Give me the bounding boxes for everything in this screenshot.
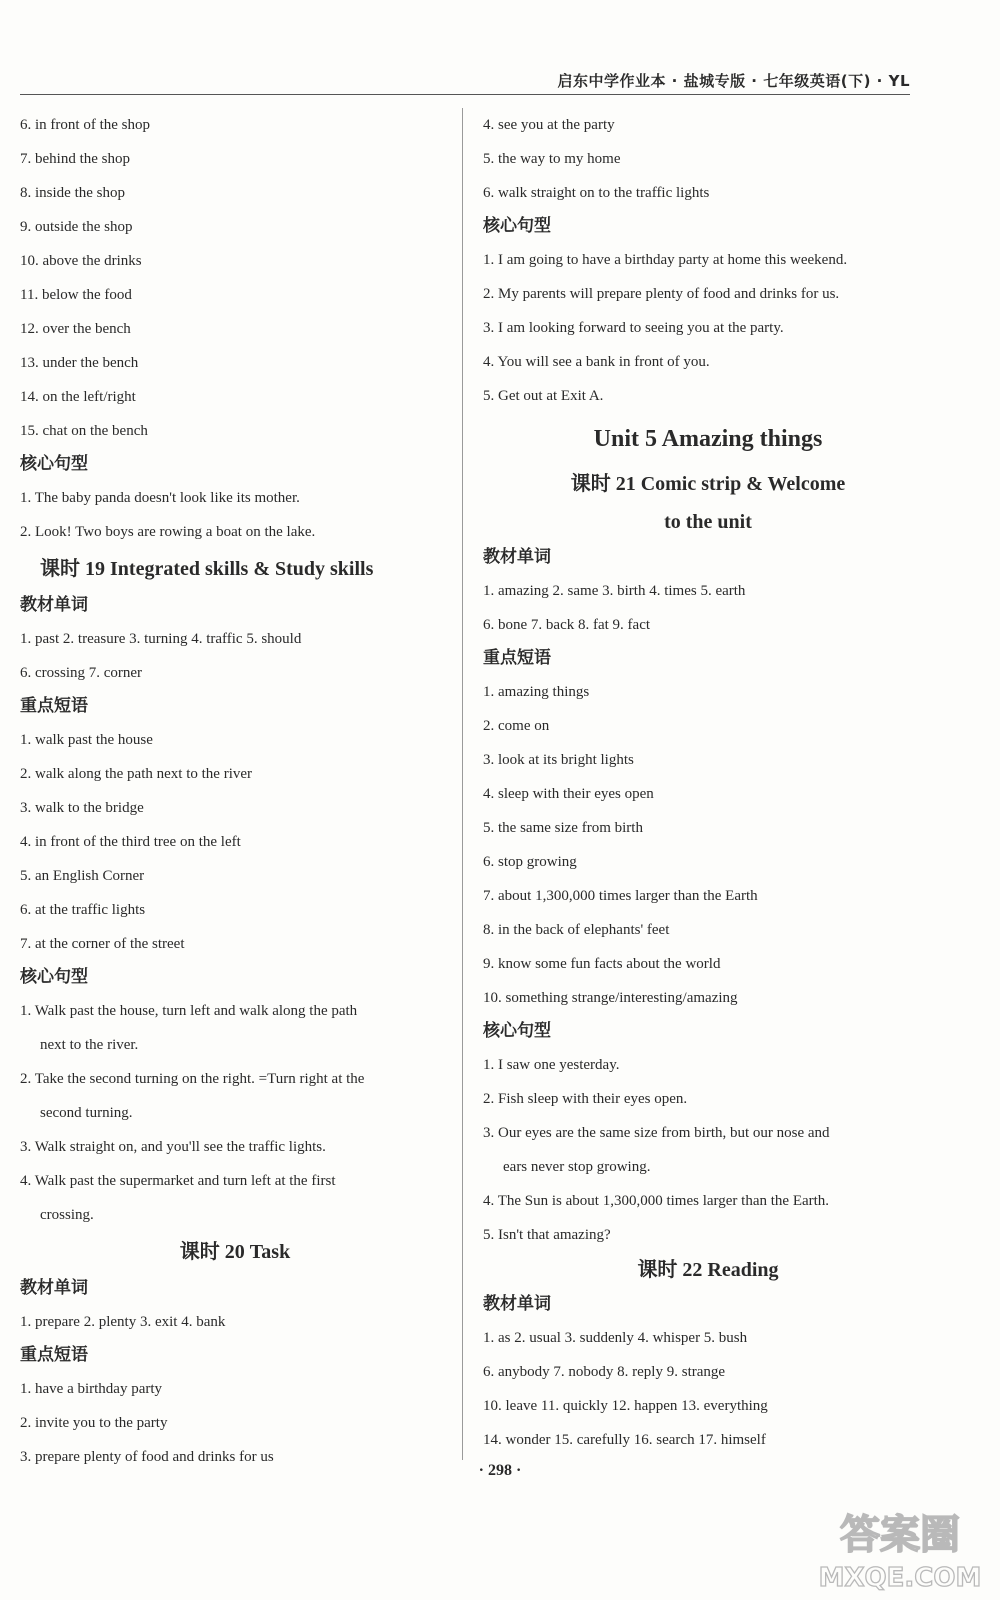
running-header: 启东中学作业本 · 盐城专版 · 七年级英语(下) · YL (557, 72, 910, 90)
list-item: 7. behind the shop (20, 151, 130, 167)
list-item: 7. about 1,300,000 times larger than the Earth (483, 888, 758, 904)
sentence-line: 1. I saw one yesterday. (483, 1057, 620, 1073)
lesson-20-title: 课时 20 Task (179, 1241, 291, 1263)
watermark-logo (810, 1500, 990, 1595)
list-item: 1. The baby panda doesn't look like its mother. (20, 490, 300, 506)
list-item: 12. over the bench (20, 321, 131, 337)
list-item: 2. come on (483, 718, 550, 734)
list-item: 6. at the traffic lights (20, 902, 146, 918)
section-heading-words: 教材单词 (483, 1294, 551, 1314)
list-item: 1. have a birthday party (20, 1381, 163, 1397)
left-top-list (20, 108, 450, 448)
list-item: 5. the same size from birth (483, 820, 643, 836)
list-item: 3. prepare plenty of food and drinks for us (20, 1449, 274, 1465)
list-item: 4. in front of the third tree on the left (20, 834, 241, 850)
sentence-line: 1. I am going to have a birthday party at home this weekend. (483, 252, 848, 268)
sentence-line: 2. Fish sleep with their eyes open. (483, 1091, 688, 1107)
word-list-line: 1. past 2. treasure 3. turning 4. traffic 5. should (20, 631, 302, 647)
sentence-continuation: next to the river. (40, 1037, 139, 1053)
section-heading-phrases: 重点短语 (20, 696, 88, 716)
list-item: 15. chat on the bench (20, 423, 148, 439)
word-list-line: 6. anybody 7. nobody 8. reply 9. strange (483, 1364, 726, 1380)
list-item: 4. sleep with their eyes open (483, 786, 654, 802)
word-list-line: 14. wonder 15. carefully 16. search 17. himself (483, 1432, 766, 1448)
sentence-line: 1. Walk past the house, turn left and walk along the path (20, 1003, 358, 1019)
list-item: 1. amazing things (483, 684, 590, 700)
column-divider (462, 108, 463, 1460)
left-column (20, 108, 450, 1474)
list-item: 11. below the food (20, 287, 132, 303)
word-list-line: 10. leave 11. quickly 12. happen 13. everything (483, 1398, 768, 1414)
section-heading-core: 核心句型 (20, 967, 88, 987)
list-item: 6. stop growing (483, 854, 577, 870)
section-heading-phrases: 重点短语 (483, 648, 551, 668)
section-heading-core: 核心句型 (20, 454, 88, 474)
list-item: 8. in the back of elephants' feet (483, 922, 670, 938)
sentence-continuation: crossing. (40, 1207, 94, 1223)
list-item: 2. invite you to the party (20, 1415, 168, 1431)
list-item: 14. on the left/right (20, 389, 136, 405)
section-heading-words: 教材单词 (20, 595, 88, 615)
right-column (483, 108, 933, 1457)
watermark-text-cn: 答案圈 (840, 1512, 960, 1558)
sentence-line: 3. Walk straight on, and you'll see the traffic lights. (20, 1139, 326, 1155)
sentence-line: 5. Get out at Exit A. (483, 388, 604, 404)
sentence-line: 2. Take the second turning on the right. =Turn right at the (20, 1071, 365, 1087)
sentence-line: 2. My parents will prepare plenty of food and drinks for us. (483, 286, 840, 302)
section-heading-words: 教材单词 (20, 1278, 88, 1298)
sentence-line: 4. The Sun is about 1,300,000 times larger than the Earth. (483, 1193, 830, 1209)
list-item: 1. walk past the house (20, 732, 153, 748)
lesson-19-title: 课时 19 Integrated skills & Study skills (40, 558, 374, 580)
header-rule (20, 94, 910, 95)
list-item: 5. an English Corner (20, 868, 145, 884)
sentence-continuation: second turning. (40, 1105, 133, 1121)
section-heading-phrases: 重点短语 (20, 1345, 88, 1365)
lesson-22-title: 课时 22 Reading (637, 1259, 779, 1281)
sentence-line: 3. Our eyes are the same size from birth, but our nose and (483, 1125, 830, 1141)
sentence-line: 4. Walk past the supermarket and turn left at the first (20, 1173, 336, 1189)
list-item: 6. walk straight on to the traffic lights (483, 185, 710, 201)
unit-title: Unit 5 Amazing things (593, 426, 823, 452)
list-item: 5. the way to my home (483, 151, 621, 167)
list-item: 8. inside the shop (20, 185, 125, 201)
word-list-line: 6. crossing 7. corner (20, 665, 143, 681)
word-list-line: 1. prepare 2. plenty 3. exit 4. bank (20, 1314, 226, 1330)
sentence-line: 3. I am looking forward to seeing you at the party. (483, 320, 784, 336)
word-list-line: 6. bone 7. back 8. fat 9. fact (483, 617, 651, 633)
list-item: 2. Look! Two boys are rowing a boat on the lake. (20, 524, 316, 540)
list-item: 4. see you at the party (483, 117, 615, 133)
list-item: 7. at the corner of the street (20, 936, 185, 952)
word-list-line: 1. as 2. usual 3. suddenly 4. whisper 5. bush (483, 1330, 748, 1346)
list-item: 6. in front of the shop (20, 117, 150, 133)
list-item: 10. something strange/interesting/amazing (483, 990, 738, 1006)
lesson-21-title: 课时 21 Comic strip & Welcome (570, 473, 846, 495)
sentence-continuation: ears never stop growing. (503, 1159, 651, 1175)
list-item: 13. under the bench (20, 355, 139, 371)
sentence-line: 4. You will see a bank in front of you. (483, 354, 710, 370)
sentence-line: 5. Isn't that amazing? (483, 1227, 611, 1243)
list-item: 10. above the drinks (20, 253, 142, 269)
list-item: 2. walk along the path next to the river (20, 766, 253, 782)
section-heading-words: 教材单词 (483, 547, 551, 567)
lesson-21-title-cont: to the unit (664, 511, 752, 533)
word-list-line: 1. amazing 2. same 3. birth 4. times 5. earth (483, 583, 746, 599)
section-heading-core: 核心句型 (483, 216, 551, 236)
page-number: · 298 · (478, 1462, 522, 1479)
list-item: 3. look at its bright lights (483, 752, 634, 768)
list-item: 9. know some fun facts about the world (483, 956, 721, 972)
section-heading-core: 核心句型 (483, 1021, 551, 1041)
list-item: 9. outside the shop (20, 219, 133, 235)
watermark-text-url: MXQE.COM (818, 1563, 982, 1593)
list-item: 3. walk to the bridge (20, 800, 144, 816)
